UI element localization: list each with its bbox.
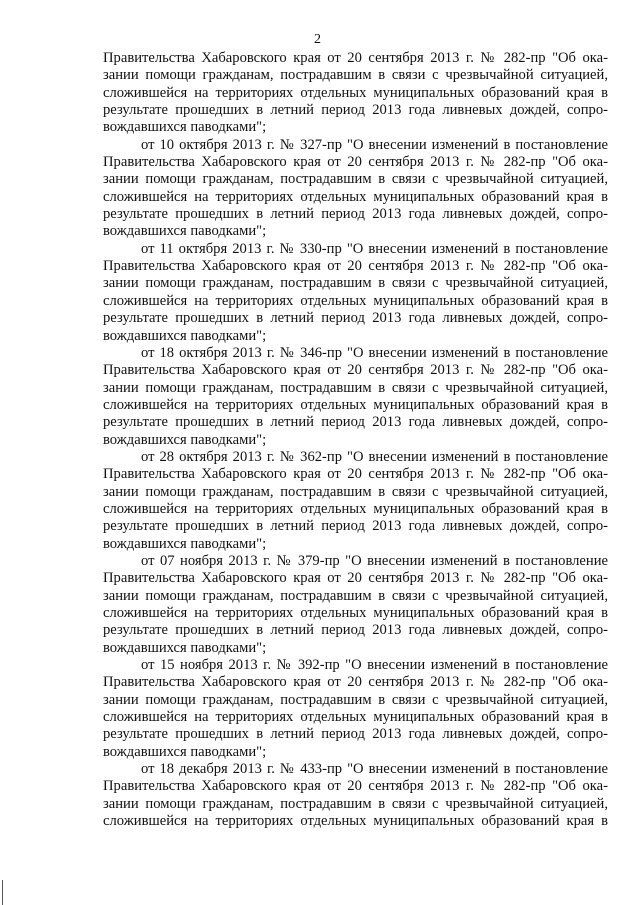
text-line: сложившейся на территориях отдельных муниципальных образований края в	[103, 500, 608, 517]
text-line: зании помощи гражданам, пострадавшим в связи с чрезвычайной ситуацией,	[103, 275, 608, 292]
text-line: от 28 октября 2013 г. № 362-пр "О внесении изменений в постановление	[141, 448, 608, 465]
text-line: вождавшихся паводками";	[103, 639, 267, 656]
text-line: зании помощи гражданам, пострадавшим в связи с чрезвычайной ситуацией,	[103, 795, 608, 812]
text-line: вождавшихся паводками";	[103, 535, 267, 552]
text-line: от 18 декабря 2013 г. № 433-пр "О внесении изменений в постановление	[141, 761, 608, 778]
text-line: результате прошедших в летний период 2013 года ливневых дождей, сопро-	[103, 414, 608, 431]
text-line: зании помощи гражданам, пострадавшим в связи с чрезвычайной ситуацией,	[103, 587, 608, 604]
text-line: вождавшихся паводками";	[103, 743, 267, 760]
text-line: от 10 октября 2013 г. № 327-пр "О внесении изменений в постановление	[141, 136, 608, 153]
text-line: от 11 октября 2013 г. № 330-пр "О внесении изменений в постановление	[141, 240, 608, 257]
text-line: зании помощи гражданам, пострадавшим в связи с чрезвычайной ситуацией,	[103, 691, 608, 708]
text-line: сложившейся на территориях отдельных муниципальных образований края в	[103, 84, 608, 101]
text-line: зании помощи гражданам, пострадавшим в связи с чрезвычайной ситуацией,	[103, 171, 608, 188]
text-line: от 18 октября 2013 г. № 346-пр "О внесении изменений в постановление	[141, 344, 608, 361]
text-line: Правительства Хабаровского края от 20 сентября 2013 г. № 282-пр "Об ока-	[103, 466, 608, 483]
text-line: сложившейся на территориях отдельных муниципальных образований края в	[103, 813, 608, 830]
text-line: от 15 ноября 2013 г. № 392-пр "О внесении изменений в постановление	[141, 657, 608, 674]
text-line: Правительства Хабаровского края от 20 сентября 2013 г. № 282-пр "Об ока-	[103, 50, 608, 66]
scan-edge-mark	[2, 880, 3, 905]
text-line: зании помощи гражданам, пострадавшим в связи с чрезвычайной ситуацией,	[103, 483, 608, 500]
text-line: Правительства Хабаровского края от 20 сентября 2013 г. № 282-пр "Об ока-	[103, 570, 608, 587]
text-line: Правительства Хабаровского края от 20 сентября 2013 г. № 282-пр "Об ока-	[103, 154, 608, 171]
text-line: сложившейся на территориях отдельных муниципальных образований края в	[103, 188, 608, 205]
text-line: сложившейся на территориях отдельных муниципальных образований края в	[103, 292, 608, 309]
text-line: зании помощи гражданам, пострадавшим в связи с чрезвычайной ситуацией,	[103, 67, 608, 84]
text-line: результате прошедших в летний период 2013 года ливневых дождей, сопро-	[103, 206, 608, 223]
text-line: результате прошедших в летний период 2013 года ливневых дождей, сопро-	[103, 622, 608, 639]
text-line: сложившейся на территориях отдельных муниципальных образований края в	[103, 605, 608, 621]
text-line: Правительства Хабаровского края от 20 сентября 2013 г. № 282-пр "Об ока-	[103, 362, 608, 379]
text-line: от 07 ноября 2013 г. № 379-пр "О внесении изменений в постановление	[141, 552, 608, 569]
text-line: Правительства Хабаровского края от 20 сентября 2013 г. № 282-пр "Об ока-	[103, 778, 608, 795]
page-number: 2	[314, 32, 321, 47]
text-line: результате прошедших в летний период 2013 года ливневых дождей, сопро-	[103, 310, 608, 327]
text-line: сложившейся на территориях отдельных муниципальных образований края в	[103, 709, 608, 726]
text-line: зании помощи гражданам, пострадавшим в связи с чрезвычайной ситуацией,	[103, 379, 608, 396]
text-line: результате прошедших в летний период 2013 года ливневых дождей, сопро-	[103, 726, 608, 743]
text-line: Правительства Хабаровского края от 20 сентября 2013 г. № 282-пр "Об ока-	[103, 258, 608, 275]
text-line: вождавшихся паводками";	[103, 431, 267, 448]
text-line: вождавшихся паводками";	[103, 223, 267, 240]
text-line: вождавшихся паводками";	[103, 327, 267, 344]
text-line: вождавшихся паводками";	[103, 119, 267, 136]
text-line: сложившейся на территориях отдельных муниципальных образований края в	[103, 396, 608, 413]
document-body	[103, 50, 608, 830]
text-line: Правительства Хабаровского края от 20 сентября 2013 г. № 282-пр "Об ока-	[103, 674, 608, 691]
text-line: результате прошедших в летний период 2013 года ливневых дождей, сопро-	[103, 102, 608, 119]
text-line: результате прошедших в летний период 2013 года ливневых дождей, сопро-	[103, 518, 608, 535]
